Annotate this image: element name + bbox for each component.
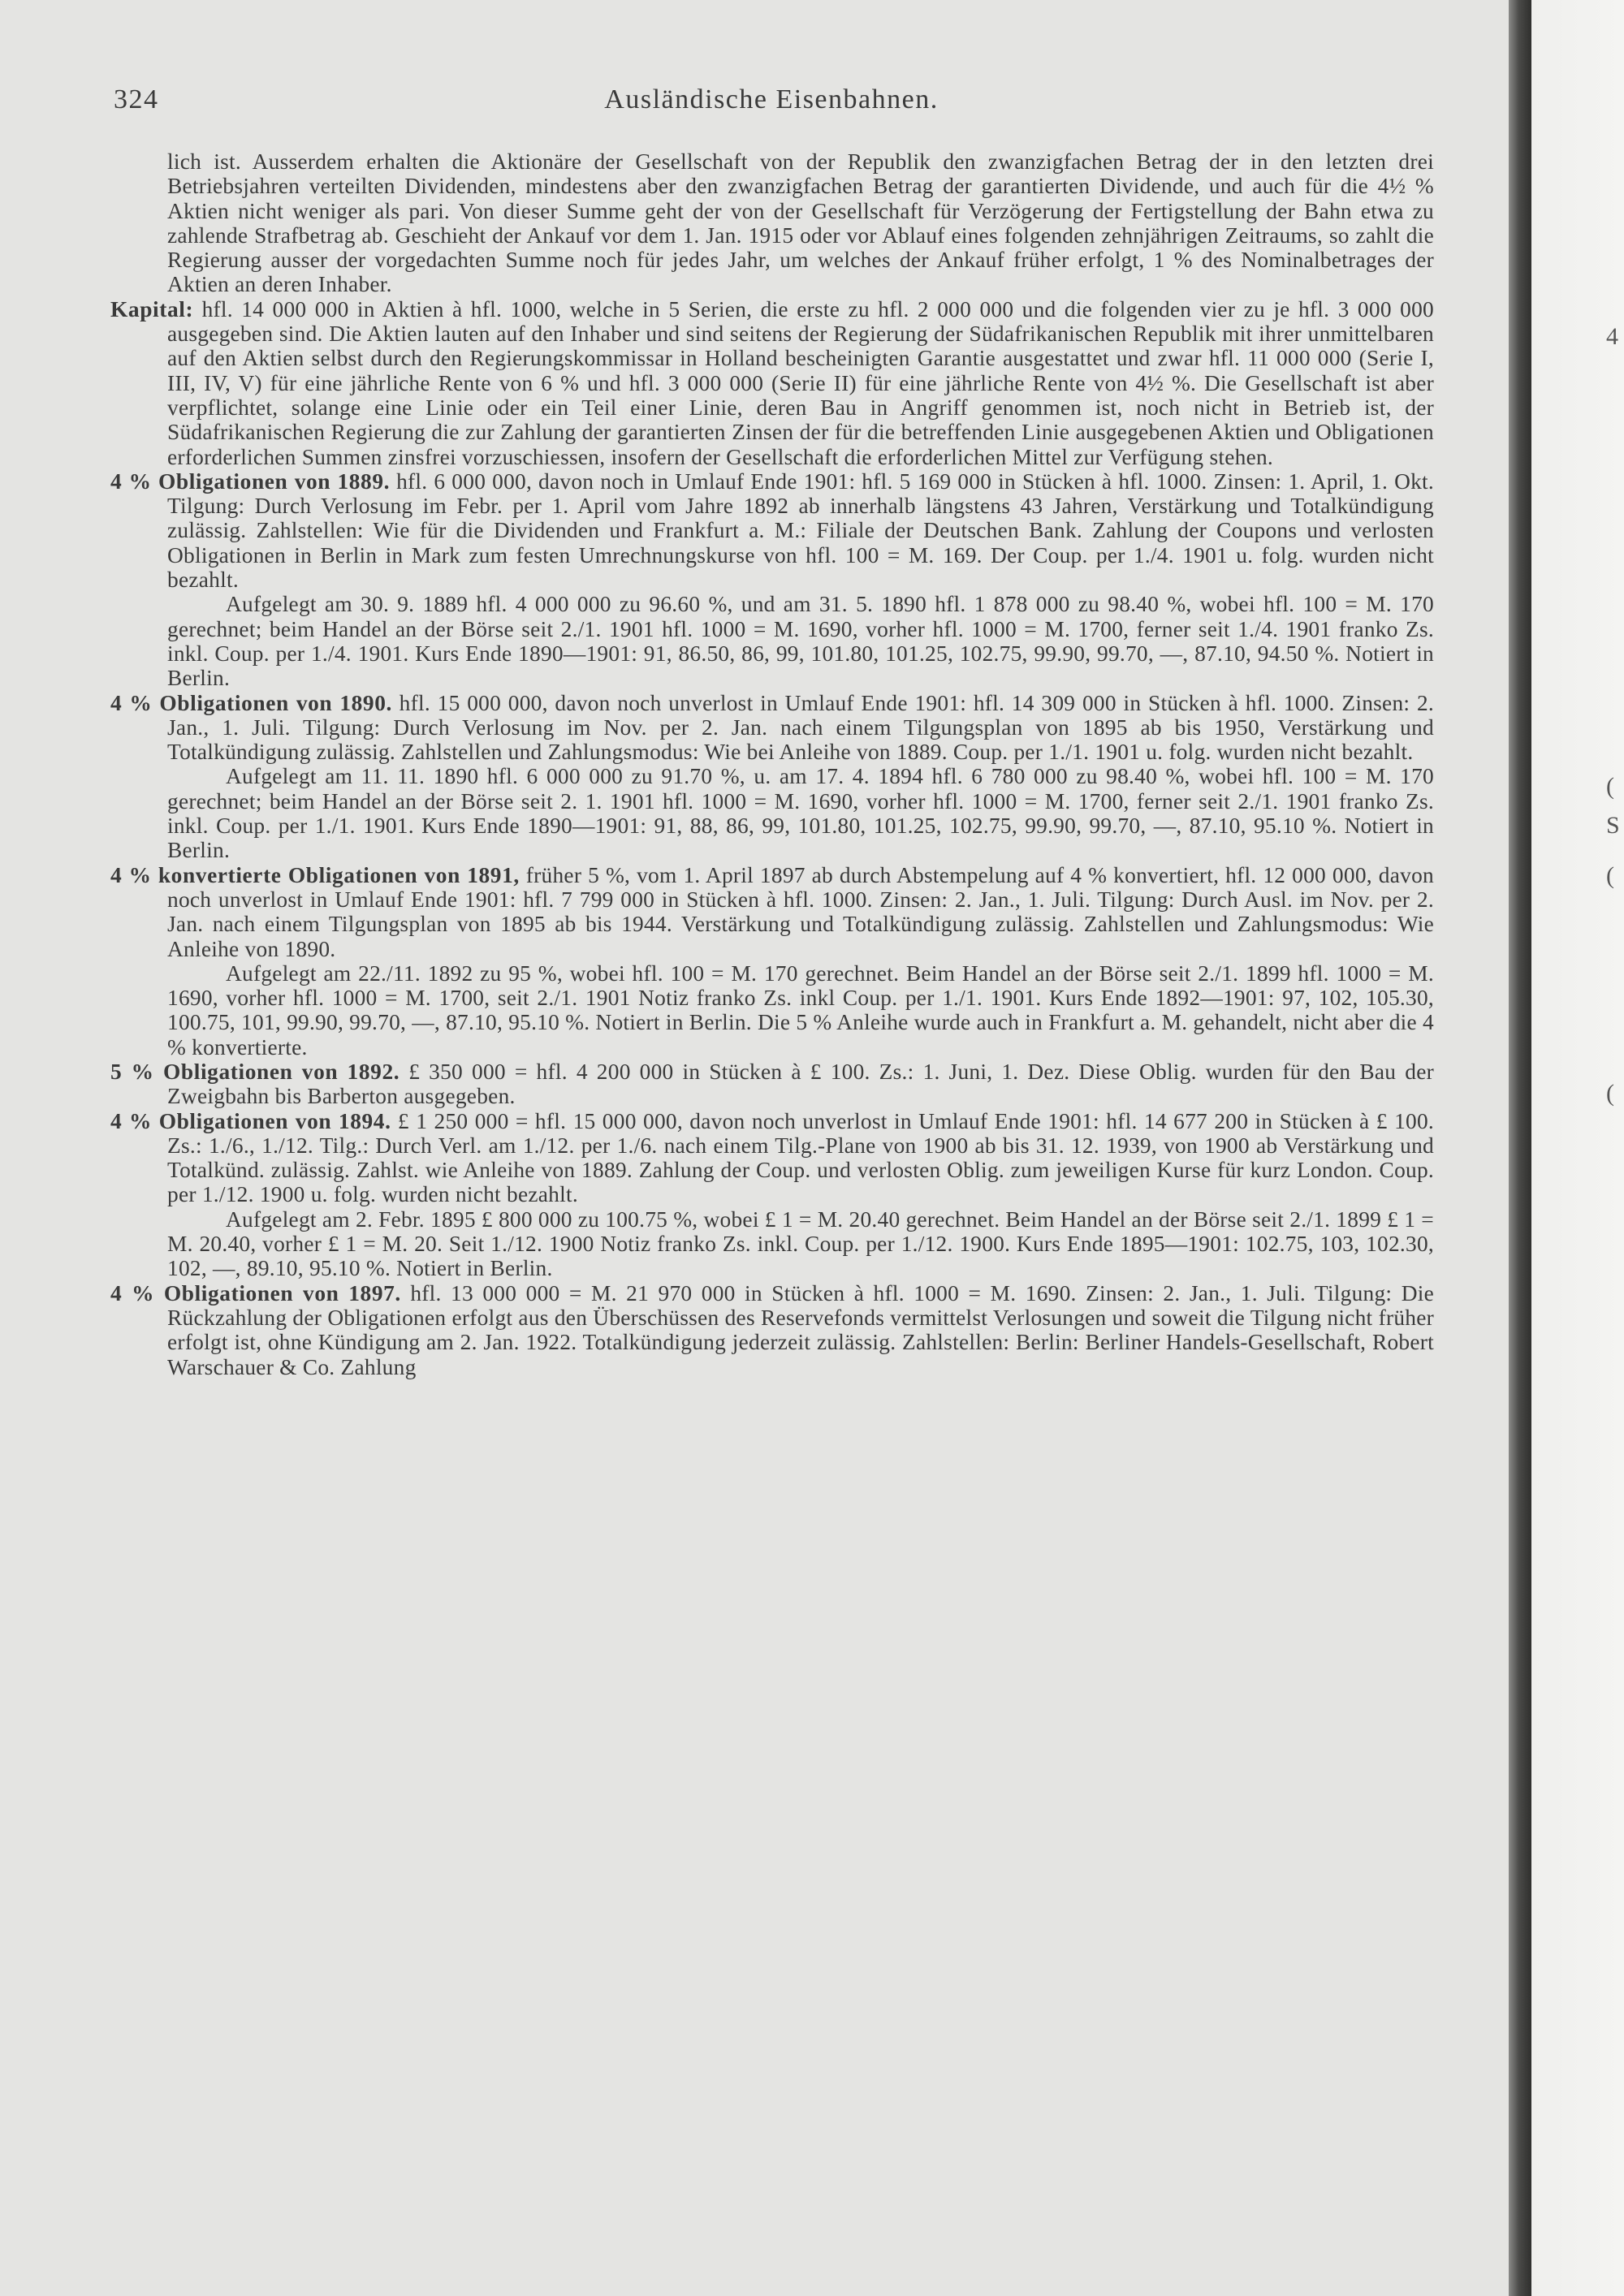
entry-text: £ 1 250 000 = hfl. 15 000 000, davon noch unverlost in Umlauf Ende 1901: hfl. 14 677 200 in Stücken à £ 100. Zs.: 1./6., 1./12. Tilg.: Durch Verl. am 1./12. per 1./6. nach einem Tilg.-Plane von 1900 ab bis 31. 12. 1939, von 1900 ab Verstärkung und Totalkünd. zulässig. Zahlst. wie Anleihe von 1889. Zahlung der Coup. und verlosten Oblig. zum jeweiligen Kurse für kurz London. Coup. per 1./12. 1900 u. folg. wurden nicht bezahlt.	[167, 1108, 1435, 1207]
page-number: 324	[114, 84, 159, 114]
entry-text: früher 5 %, vom 1. April 1897 ab durch Abstempelung auf 4 % konvertiert, hfl. 12 000 000, davon noch unverlost in Umlauf Ende 1901: hfl. 7 799 000 in Stücken à hfl. 1000. Zinsen: 2. Jan., 1. Juli. Tilgung: Durch Ausl. im Nov. per 2. Jan. nach einem Tilgungsplan von 1895 ab bis 1944. Verstärkung und Totalkündigung zulässig. Zahlstellen und Zahlungsmodus: Wie Anleihe von 1890.	[167, 862, 1434, 961]
entry-label: 4 % Obligationen von 1894.	[110, 1108, 391, 1133]
entry-label: 4 % Obligationen von 1897.	[110, 1280, 401, 1306]
entry-obligationen-1894	[110, 1108, 1435, 1207]
entry-obligationen-1892	[110, 1059, 1434, 1109]
running-title: Ausländische Eisenbahnen.	[604, 84, 939, 114]
paragraph-aufgelegt-1889: Aufgelegt am 30. 9. 1889 hfl. 4 000 000 zu 96.60 %, und am 31. 5. 1890 hfl. 1 878 000 zu 98.40 %, wobei hfl. 100 = M. 170 gerechnet; beim Handel an der Börse seit 2./1. 1901 hfl. 1000 = M. 1690, vorher hfl. 1000 = M. 1700, ferner seit 1./4. 1901 franko Zs. inkl. Coup. per 1./4. 1901. Kurs Ende 1890—1901: 91, 86.50, 86, 99, 101.80, 101.25, 102.75, 99.90, 99.70, —, 87.10, 94.50 %. Notiert in Berlin.	[167, 592, 1434, 691]
entry-text: hfl. 15 000 000, davon noch unverlost in Umlauf Ende 1901: hfl. 14 309 000 in Stücken à hfl. 1000. Zinsen: 2. Jan., 1. Juli. Tilgung: Durch Verlosung im Nov. per 2. Jan. nach einem Tilgungsplan von 1895 ab bis 1950, Verstärkung und Totalkündigung zulässig. Zahlstellen und Zahlungsmodus: Wie bei Anleihe von 1889. Coup. per 1./1. 1901 u. folg. wurden nicht bezahlt.	[167, 690, 1435, 765]
paragraph-continuation: lich ist. Ausserdem erhalten die Aktionäre der Gesellschaft von der Republik den zwanzigfachen Betrag der in den letzten drei Betriebsjahren verteilten Dividenden, mindestens aber den zwanzigfachen Betrag der garantierten Dividende, und auch für die 4½ % Aktien nicht weniger als pari. Von dieser Summe geht der von der Gesellschaft für Verzögerung der Fertigstellung der Bahn etwa zu zahlende Strafbetrag ab. Geschieht der Ankauf vor dem 1. Jan. 1915 oder vor Ablauf eines folgenden zehnjährigen Zeitraums, so zahlt die Regierung ausser der vorgedachten Summe noch für jedes Jahr, um welches der Ankauf früher erfolgt, 1 % des Nominalbetrages der Aktien an deren Inhaber.	[167, 149, 1434, 297]
entry-label: 4 % Obligationen von 1890.	[110, 690, 392, 715]
entry-text: hfl. 13 000 000 = M. 21 970 000 in Stücken à hfl. 1000 = M. 1690. Zinsen: 2. Jan., 1. Juli. Tilgung: Die Rückzahlung der Obligationen erfolgt aus den Überschüssen des Reservefonds vermittelst Verlosungen und soweit die Tilgung nicht früher erfolgt ist, ohne Kündigung am 2. Jan. 1922. Totalkündigung jederzeit zulässig. Zahlstellen: Berlin: Berliner Handels-Gesellschaft, Robert Warschauer & Co. Zahlung	[167, 1280, 1434, 1379]
adjacent-page-glyph: 4	[1606, 323, 1618, 350]
entry-label: 4 % konvertierte Obligationen von 1891,	[110, 862, 520, 887]
entry-text: hfl. 6 000 000, davon noch in Umlauf Ende 1901: hfl. 5 169 000 in Stücken à hfl. 1000. Zinsen: 1. April, 1. Okt. Tilgung: Durch Verlosung im Febr. per 1. April vom Jahre 1892 ab innerhalb längstens 43 Jahren, Verstärkung und Totalkündigung zulässig. Zahlstellen: Wie für die Dividenden und Frankfurt a. M.: Filiale der Deutschen Bank. Zahlung der Coupons und verlosten Obligationen in Berlin in Mark zum festen Umrechnungskurse von hfl. 100 = M. 169. Der Coup. per 1./4. 1901 u. folg. wurden nicht bezahlt.	[167, 468, 1435, 593]
paragraph-aufgelegt-1890: Aufgelegt am 11. 11. 1890 hfl. 6 000 000 zu 91.70 %, u. am 17. 4. 1894 hfl. 6 780 000 zu 98.40 %, wobei hfl. 100 = M. 170 gerechnet; beim Handel an der Börse seit 2. 1. 1901 hfl. 1000 = M. 1690, vorher hfl. 1000 = M. 1700, ferner seit 2./1. 1901 franko Zs. inkl. Coup. per 1./1. 1901. Kurs Ende 1890—1901: 91, 88, 86, 99, 101.80, 101.25, 102.75, 99.90, 99.70, —, 87.10, 95.10 %. Notiert in Berlin.	[167, 764, 1434, 863]
page-body	[110, 149, 1435, 1379]
entry-label: 4 % Obligationen von 1889.	[110, 468, 391, 494]
paragraph-aufgelegt-1894: Aufgelegt am 2. Febr. 1895 £ 800 000 zu 100.75 %, wobei £ 1 = M. 20.40 gerechnet. Beim Handel an der Börse seit 2./1. 1899 £ 1 = M. 20.40, vorher £ 1 = M. 20. Seit 1./12. 1900 Notiz franko Zs. inkl. Coup. per 1./12. 1900. Kurs Ende 1895—1901: 102.75, 103, 102.30, 102, —, 89.10, 95.10 %. Notiert in Berlin.	[167, 1206, 1434, 1281]
book-binding-shadow	[1509, 0, 1531, 2296]
adjacent-page-glyph: S	[1606, 812, 1620, 839]
adjacent-page-glyph: (	[1606, 773, 1614, 800]
entry-obligationen-1889	[110, 468, 1435, 593]
entry-obligationen-1890	[110, 690, 1435, 765]
entry-label: Kapital:	[110, 296, 194, 322]
entry-label: 5 % Obligationen von 1892.	[110, 1059, 400, 1084]
paragraph-aufgelegt-1891: Aufgelegt am 22./11. 1892 zu 95 %, wobei hfl. 100 = M. 170 gerechnet. Beim Handel an der Börse seit 2./1. 1899 hfl. 1000 = M. 1690, vorher hfl. 1000 = M. 1700, seit 2./1. 1901 Notiz franko Zs. inkl Coup. per 1./1. 1901. Kurs Ende 1892—1901: 97, 102, 105.30, 100.75, 101, 99.90, 99.70, —, 87.10, 95.10 %. Notiert in Berlin. Die 5 % Anleihe wurde auch in Frankfurt a. M. gehandelt, nicht aber die 4 % konvertierte.	[167, 960, 1434, 1060]
entry-kapital	[110, 296, 1434, 469]
adjacent-page-glyph: (	[1606, 1080, 1614, 1107]
running-header	[114, 84, 1429, 117]
entry-text: hfl. 14 000 000 in Aktien à hfl. 1000, welche in 5 Serien, die erste zu hfl. 2 000 000 und die folgenden vier zu je hfl. 3 000 000 ausgegeben sind. Die Aktien lauten auf den Inhaber und sind seitens der Regierung der Südafrikanischen Republik mit ihrer unmittelbaren auf den Aktien selbst durch den Regierungskommissar in Holland bescheinigten Garantie ausgestattet und zwar hfl. 11 000 000 (Serie I, III, IV, V) für eine jährliche Rente von 6 % und hfl. 3 000 000 (Serie II) für eine jährliche Rente von 4½ %. Die Gesellschaft ist aber verpflichtet, solange eine Linie oder ein Teil einer Linie, deren Bau in Angriff genommen ist, noch nicht in Betrieb ist, der Südafrikanischen Regierung die zur Zahlung der garantierten Zinsen der für die betreffenden Linie ausgegebenen Aktien und Obligationen erforderlichen Summen zinsfrei vorzuschiessen, insofern der Gesellschaft die erforderlichen Mittel zur Verfügung stehen.	[167, 296, 1434, 469]
entry-obligationen-1891	[110, 862, 1434, 961]
entry-obligationen-1897	[110, 1280, 1434, 1379]
entry-text: £ 350 000 = hfl. 4 200 000 in Stücken à £ 100. Zs.: 1. Juni, 1. Dez. Diese Oblig. wurden für den Bau der Zweigbahn bis Barberton ausgegeben.	[167, 1059, 1434, 1109]
adjacent-page-glyph: (	[1606, 862, 1614, 889]
